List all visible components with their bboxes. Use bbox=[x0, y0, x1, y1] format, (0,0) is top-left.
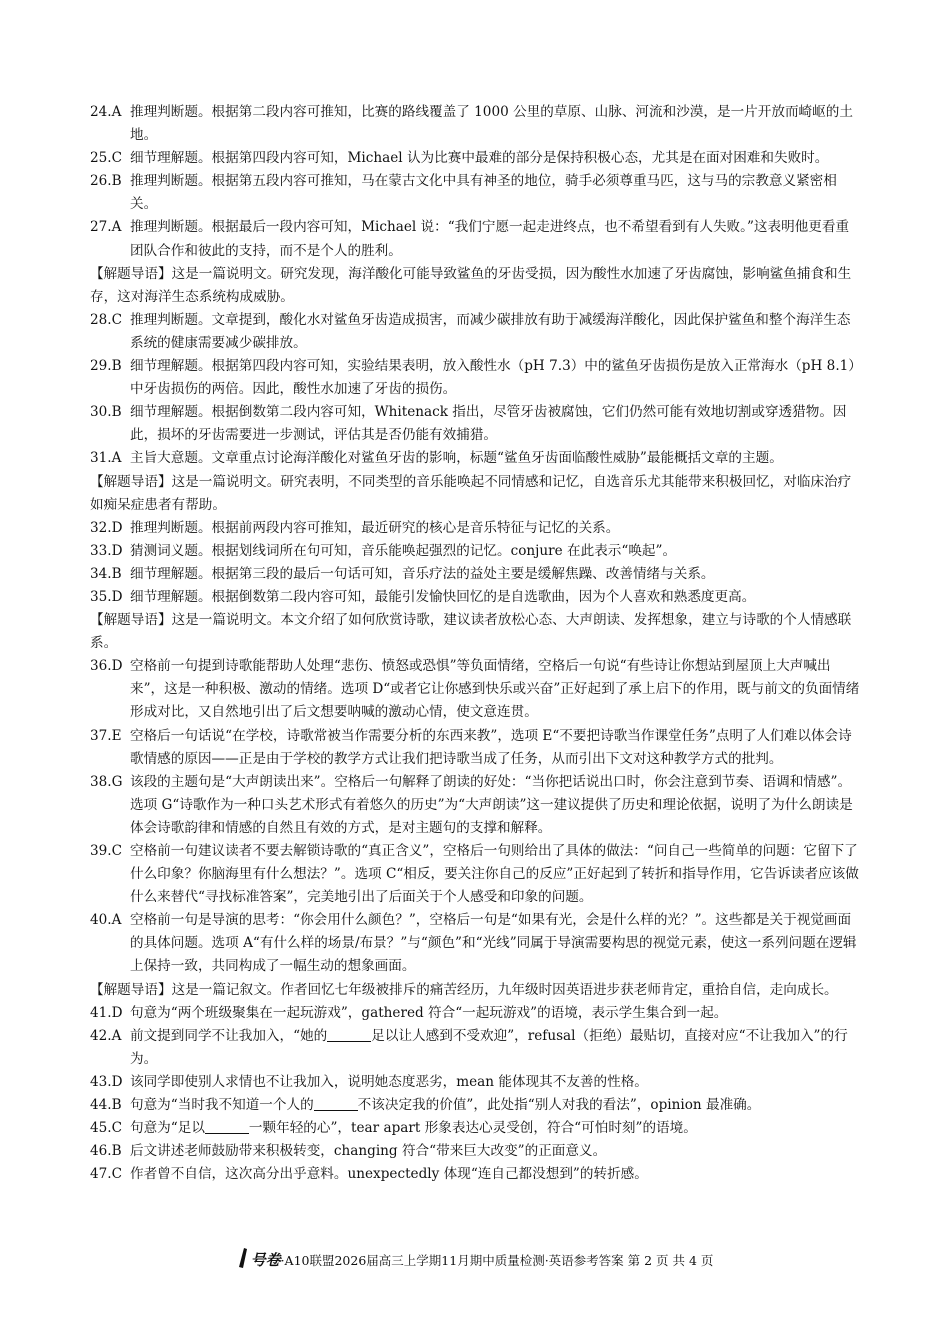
answer-number: 45.C bbox=[90, 1120, 123, 1137]
answer-number: 41.D bbox=[90, 1004, 123, 1021]
answer-item bbox=[90, 170, 862, 216]
answer-number: 46.B bbox=[90, 1143, 122, 1160]
answer-item bbox=[90, 655, 862, 724]
answer-text: 细节理解题。根据第三段的最后一句话可知，音乐疗法的益处主要是缓解焦躁、改善情绪与关系。 bbox=[130, 565, 715, 582]
guide-paragraph bbox=[90, 263, 862, 309]
answer-item bbox=[90, 1117, 862, 1140]
answer-number: 27.A bbox=[90, 219, 122, 236]
answer-number: 25.C bbox=[90, 150, 123, 167]
guide-paragraph bbox=[90, 471, 862, 517]
answer-item bbox=[90, 309, 862, 355]
logo-brush-icon bbox=[237, 1247, 249, 1269]
answer-text: 该同学即使别人求情也不让我加入，说明她态度恶劣，mean 能体现其不友善的性格。 bbox=[130, 1073, 648, 1090]
answer-number: 42.A bbox=[90, 1027, 122, 1044]
answer-item bbox=[90, 216, 862, 262]
answer-number: 30.B bbox=[90, 404, 122, 421]
answer-number: 40.A bbox=[90, 912, 122, 929]
guide-text: 这是一篇记叙文。作者回忆七年级被排斥的痛苦经历，九年级时因英语进步获老师肯定，重拾自信，走向成长。 bbox=[171, 981, 838, 998]
answer-number: 35.D bbox=[90, 588, 123, 605]
answer-number: 38.G bbox=[90, 773, 123, 790]
answer-number: 34.B bbox=[90, 565, 122, 582]
guide-label: 【解题导语】 bbox=[90, 473, 172, 490]
guide-paragraph bbox=[90, 609, 862, 655]
answer-text: 空格后一句话说“在学校，诗歌常被当作需要分析的东西来教”，选项 E“不要把诗歌当作课堂任务”点明了人们难以体会诗歌情感的原因——正是由于学校的教学方式让我们把诗歌当成了任务，从而引出下文对这种教学方式的批判。 bbox=[130, 727, 852, 767]
answer-text-before: 句意为“当时我不知道一个人的 bbox=[130, 1097, 314, 1114]
answer-text: 推理判断题。根据第二段内容可推知，比赛的路线覆盖了 1000 公里的草原、山脉、河流和沙漠，是一片开放而崎岖的土地。 bbox=[130, 104, 853, 144]
answer-item bbox=[90, 563, 862, 586]
answer-number: 26.B bbox=[90, 173, 122, 190]
answer-number: 28.C bbox=[90, 311, 123, 328]
answer-text-before: 句意为“足以 bbox=[130, 1120, 205, 1137]
answer-item bbox=[90, 101, 862, 147]
answer-text: 空格前一句是导演的思考：“你会用什么颜色？”，空格后一句是“如果有光，会是什么样的光？”。这些都是关于视觉画面的具体问题。选项 A“有什么样的场景/布景？”与“颜色”和“光线”同属于导演需要构思的视觉元素，使这一系列问题在逻辑上保持一致，共同构成了一幅生动的想象画面。 bbox=[130, 912, 857, 975]
answer-text-before: 前文提到同学不让我加入，“她的 bbox=[130, 1027, 328, 1044]
answer-item bbox=[90, 771, 862, 840]
answer-item bbox=[90, 840, 862, 909]
answer-number: 43.D bbox=[90, 1073, 123, 1090]
guide-label: 【解题导语】 bbox=[90, 612, 172, 629]
answer-number: 37.E bbox=[90, 727, 122, 744]
blank-underline bbox=[314, 1096, 358, 1111]
blank-underline bbox=[205, 1119, 249, 1134]
answer-item bbox=[90, 147, 862, 170]
answer-item bbox=[90, 1163, 862, 1186]
page-footer bbox=[0, 1247, 950, 1271]
guide-text: 这是一篇说明文。研究表明，不同类型的音乐能唤起不同情感和记忆，自选音乐尤其能带来积极回忆，对临床治疗如痴呆症患者有帮助。 bbox=[90, 473, 852, 513]
answer-text: 推理判断题。根据前两段内容可推知，最近研究的核心是音乐特征与记忆的关系。 bbox=[130, 519, 620, 536]
guide-label: 【解题导语】 bbox=[90, 981, 172, 998]
answer-text: 后文讲述老师鼓励带来积极转变，changing 符合“带来巨大改变”的正面意义。 bbox=[130, 1143, 607, 1160]
answer-text: 推理判断题。根据第五段内容可推知，马在蒙古文化中具有神圣的地位，骑手必须尊重马匹，这与马的宗教意义紧密相关。 bbox=[130, 173, 837, 213]
guide-text: 这是一篇说明文。研究发现，海洋酸化可能导致鲨鱼的牙齿受损，因为酸性水加速了牙齿腐蚀，影响鲨鱼捕食和生存，这对海洋生态系统构成威胁。 bbox=[90, 265, 852, 305]
answer-text: 细节理解题。根据第四段内容可知，实验结果表明，放入酸性水（pH 7.3）中的鲨鱼牙齿损伤是放入正常海水（pH 8.1）中牙齿损伤的两倍。因此，酸性水加速了牙齿的损伤。 bbox=[130, 358, 862, 398]
answer-number: 31.A bbox=[90, 450, 122, 467]
answer-item bbox=[90, 517, 862, 540]
answer-text: 空格前一句提到诗歌能帮助人处理“悲伤、愤怒或恐惧”等负面情绪，空格后一句说“有些诗让你想站到屋顶上大声喊出来”，这是一种积极、激动的情绪。选项 D“或者它让你感到快乐或兴奋”正好起到了承上启下的作用，既与前文的负面情绪形成对比，又自然地引出了后文想要呐喊的激动心情，使文意连贯。 bbox=[130, 658, 860, 721]
answer-text: 推理判断题。文章提到，酸化水对鲨鱼牙齿造成损害，而减少碳排放有助于减缓海洋酸化，因此保护鲨鱼和整个海洋生态系统的健康需要减少碳排放。 bbox=[130, 311, 851, 351]
answer-number: 36.D bbox=[90, 658, 123, 675]
answer-text-after: 不该决定我的价值”，此处指“别人对我的看法”，opinion 最准确。 bbox=[357, 1097, 761, 1114]
answer-number: 44.B bbox=[90, 1097, 122, 1114]
answer-item bbox=[90, 1094, 862, 1117]
answer-item bbox=[90, 1002, 862, 1025]
answer-number: 24.A bbox=[90, 104, 122, 120]
answer-text: 句意为“两个班级聚集在一起玩游戏”，gathered 符合“一起玩游戏”的语境，表示学生集合到一起。 bbox=[130, 1004, 728, 1021]
answer-text: 作者曾不自信，这次高分出乎意料。unexpectedly 体现“连自己都没想到”的转折感。 bbox=[130, 1166, 648, 1183]
blank-underline bbox=[327, 1027, 371, 1042]
answer-item bbox=[90, 1140, 862, 1163]
answer-item bbox=[90, 447, 862, 470]
answer-number: 47.C bbox=[90, 1166, 123, 1183]
answer-item bbox=[90, 401, 862, 447]
answer-number: 29.B bbox=[90, 358, 122, 375]
answer-item bbox=[90, 725, 862, 771]
answer-text-after: 足以让人感到不受欢迎”，refusal（拒绝）最贴切，直接对应“不让我加入”的行为。 bbox=[130, 1027, 848, 1067]
answer-text: 细节理解题。根据第四段内容可知，Michael 认为比赛中最难的部分是保持积极心态，尤其是在面对困难和失败时。 bbox=[130, 150, 829, 167]
answer-number: 33.D bbox=[90, 542, 123, 559]
guide-text: 这是一篇说明文。本文介绍了如何欣赏诗歌，建议读者放松心态、大声朗读、发挥想象，建立与诗歌的个人情感联系。 bbox=[90, 612, 852, 652]
answer-item bbox=[90, 909, 862, 978]
answer-list bbox=[90, 101, 862, 1186]
answer-item bbox=[90, 1071, 862, 1094]
answer-text: 细节理解题。根据倒数第二段内容可知，最能引发愉快回忆的是自选歌曲，因为个人喜欢和熟悉度更高。 bbox=[130, 588, 756, 605]
answer-number: 39.C bbox=[90, 843, 123, 859]
footer-logo-text: 号卷 bbox=[250, 1251, 281, 1269]
answer-text-after: 一颗年轻的心”，tear apart 形象表达心灵受创，符合“可怕时刻”的语境。 bbox=[248, 1120, 697, 1137]
answer-number: 32.D bbox=[90, 519, 123, 536]
guide-paragraph bbox=[90, 979, 862, 1002]
answer-item bbox=[90, 355, 862, 401]
answer-text: 主旨大意题。文章重点讨论海洋酸化对鲨鱼牙齿的影响，标题“鲨鱼牙齿面临酸性威胁”最能概括文章的主题。 bbox=[130, 450, 783, 467]
footer-text: ·A10联盟2026届高三上学期11月期中质量检测·英语参考答案 第 2 页 共 4 页 bbox=[280, 1253, 714, 1268]
answer-item bbox=[90, 1025, 862, 1071]
answer-text: 空格前一句建议读者不要去解锁诗歌的“真正含义”，空格后一句则给出了具体的做法：“问自己一些简单的问题：它留下了什么印象？你脑海里有什么想法？”。选项 C“相反，要关注你自己的反应”正好起到了转折和指导作用，它告诉读者应该做什么来替代“寻找标准答案”，完美地引出了后面关于个人感受和印象的问题。 bbox=[130, 843, 859, 906]
answer-text: 该段的主题句是“大声朗读出来”。空格后一句解释了朗读的好处：“当你把话说出口时，你会注意到节奏、语调和情感”。选项 G“诗歌作为一种口头艺术形式有着悠久的历史”为“大声朗读”这一建议提供了历史和理论依据，说明了为什么朗读是体会诗歌韵律和情感的自然且有效的方式，是对主题句的支撑和解释。 bbox=[130, 773, 853, 836]
answer-item bbox=[90, 540, 862, 563]
answer-text: 细节理解题。根据倒数第二段内容可知，Whitenack 指出，尽管牙齿被腐蚀，它们仍然可能有效地切割或穿透猎物。因此，损坏的牙齿需要进一步测试，评估其是否仍能有效捕猎。 bbox=[130, 404, 847, 444]
answer-text: 推理判断题。根据最后一段内容可知，Michael 说：“我们宁愿一起走进终点，也不希望看到有人失败。”这表明他更看重团队合作和彼此的支持，而不是个人的胜利。 bbox=[130, 219, 850, 259]
answer-text: 猜测词义题。根据划线词所在句可知，音乐能唤起强烈的记忆。conjure 在此表示“唤起”。 bbox=[130, 542, 677, 559]
guide-label: 【解题导语】 bbox=[90, 265, 172, 282]
answer-item bbox=[90, 586, 862, 609]
